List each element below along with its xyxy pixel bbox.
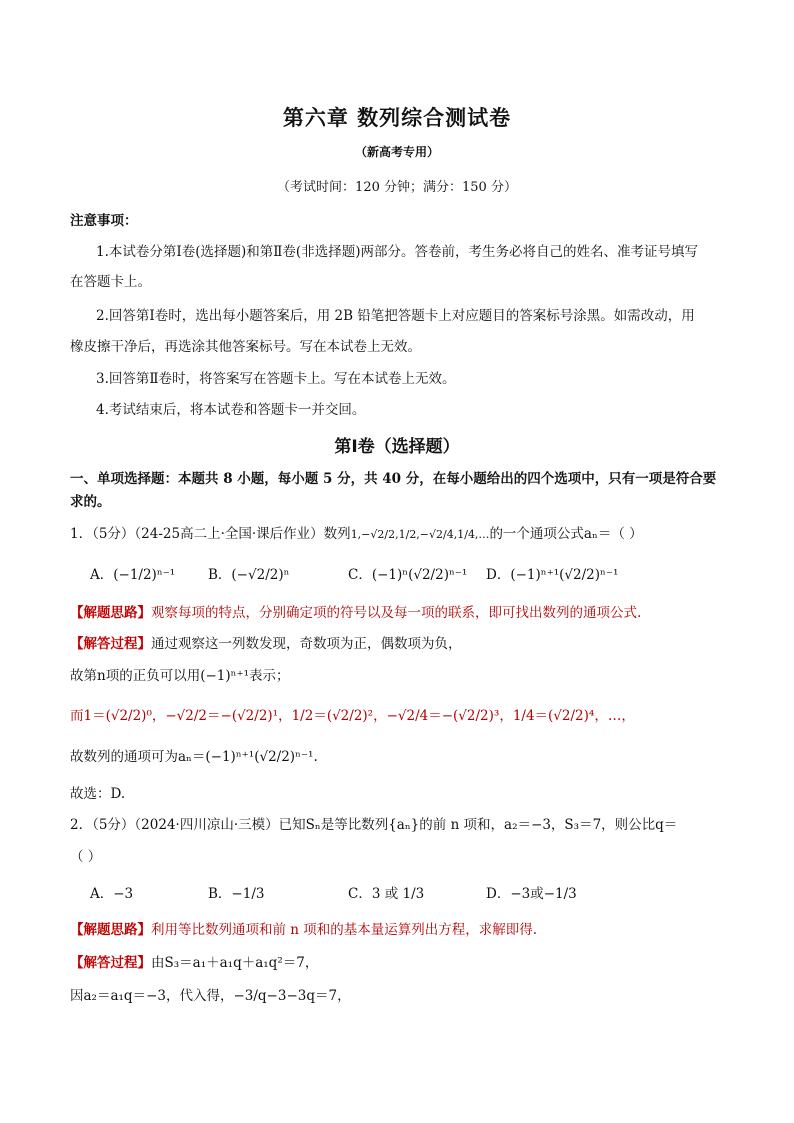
idea-tag: 【解题思路】 (70, 922, 151, 938)
note-line: 4.考试结束后，将本试卷和答题卡一并交回。 (96, 402, 366, 418)
question-2-option-d: D．−3或−1/3 (486, 886, 577, 902)
section-intro: 一、单项选择题：本题共 8 小题，每小题 5 分，共 40 分，在每小题给出的四个选项中，只有一项是符合要 (70, 471, 717, 487)
idea-tag: 【解题思路】 (70, 605, 151, 621)
question-1-option-d: D．(−1)ⁿ⁺¹(√2/2)ⁿ⁻¹ (486, 567, 619, 583)
question-2-option-a: A．−3 (90, 886, 134, 902)
idea-text: 观察每项的特点，分别确定项的符号以及每一项的联系，即可找出数列的通项公式. (151, 605, 642, 621)
question-1-option-b: B．(−√2/2)ⁿ (208, 567, 290, 583)
process-tag: 【解答过程】 (70, 636, 151, 652)
page-title: 第六章 数列综合测试卷 (282, 106, 512, 130)
question-1-option-c: C．(−1)ⁿ(√2/2)ⁿ⁻¹ (348, 567, 468, 583)
question-1-process (70, 632, 462, 652)
question-2-process (70, 951, 318, 971)
note-line: 橡皮擦干净后，再选涂其他答案标号。写在本试卷上无效。 (70, 339, 421, 355)
question-1-answer: 故选：D. (70, 786, 126, 802)
note-line: 3.回答第Ⅱ卷时，将答案写在答题卡上。写在本试卷上无效。 (96, 371, 456, 387)
note-line: 在答题卡上。 (70, 274, 151, 290)
question-2-stem: 2．（5分）（2024·四川凉山·三模）已知Sₙ是等比数列{aₙ}的前 n 项和，a₂＝−3，S₃＝7，则公比q＝ (70, 817, 678, 833)
question-1-stem (70, 522, 643, 542)
process-line: 故数列的通项可为aₙ＝(−1)ⁿ⁺¹(√2/2)ⁿ⁻¹. (70, 749, 318, 765)
note-line: 2.回答第Ⅰ卷时，选出每小题答案后，用 2B 铅笔把答题卡上对应题目的答案标号涂黑。如需改动，用 (96, 308, 695, 324)
question-1-sequence: 1,−√2/2,1/2,−√2/4,1/4,… (350, 528, 490, 541)
section-title: 第Ⅰ卷（选择题） (334, 437, 460, 457)
question-2-idea (70, 918, 537, 938)
question-2-stem-paren: （ ） (70, 849, 102, 865)
process-line: 因a₂＝a₁q＝−3，代入得，−3/q−3−3q＝7， (70, 988, 351, 1004)
process-tag: 【解答过程】 (70, 955, 151, 971)
idea-text: 利用等比数列通项和前 n 项和的基本量运算列出方程，求解即得. (151, 922, 538, 938)
notes-heading: 注意事项： (70, 213, 138, 229)
question-1-option-a: A．(−1/2)ⁿ⁻¹ (90, 567, 176, 583)
note-line: 1.本试卷分第Ⅰ卷(选择题)和第Ⅱ卷(非选择题)两部分。答卷前，考生务必将自己的姓名、准考证号填写 (96, 244, 698, 260)
question-2-option-b: B．−1/3 (208, 886, 265, 902)
section-intro: 求的。 (70, 494, 111, 510)
question-1-stem-prefix: 1．（5分）（24-25高二上·全国·课后作业）数列 (70, 526, 351, 542)
question-2-option-c: C．3 或 1/3 (348, 886, 425, 902)
question-1-idea (70, 601, 641, 621)
exam-time-info: （考试时间：120 分钟；满分：150 分） (277, 180, 517, 195)
question-1-stem-suffix: 的一个通项公式aₙ＝（ ） (489, 526, 643, 542)
page-subtitle: （新高考专用） (354, 145, 439, 159)
process-text: 通过观察这一列数发现，奇数项为正，偶数项为负， (151, 636, 462, 652)
process-line: 故第n项的正负可以用(−1)ⁿ⁺¹表示； (70, 668, 290, 684)
process-line: 而1＝(√2/2)⁰，−√2/2＝−(√2/2)¹，1/2＝(√2/2)²，−√2/4＝−(√2/2)³，1/4＝(√2/2)⁴，…， (70, 708, 635, 724)
process-text: 由S₃＝a₁＋a₁q＋a₁q²＝7， (151, 955, 319, 971)
